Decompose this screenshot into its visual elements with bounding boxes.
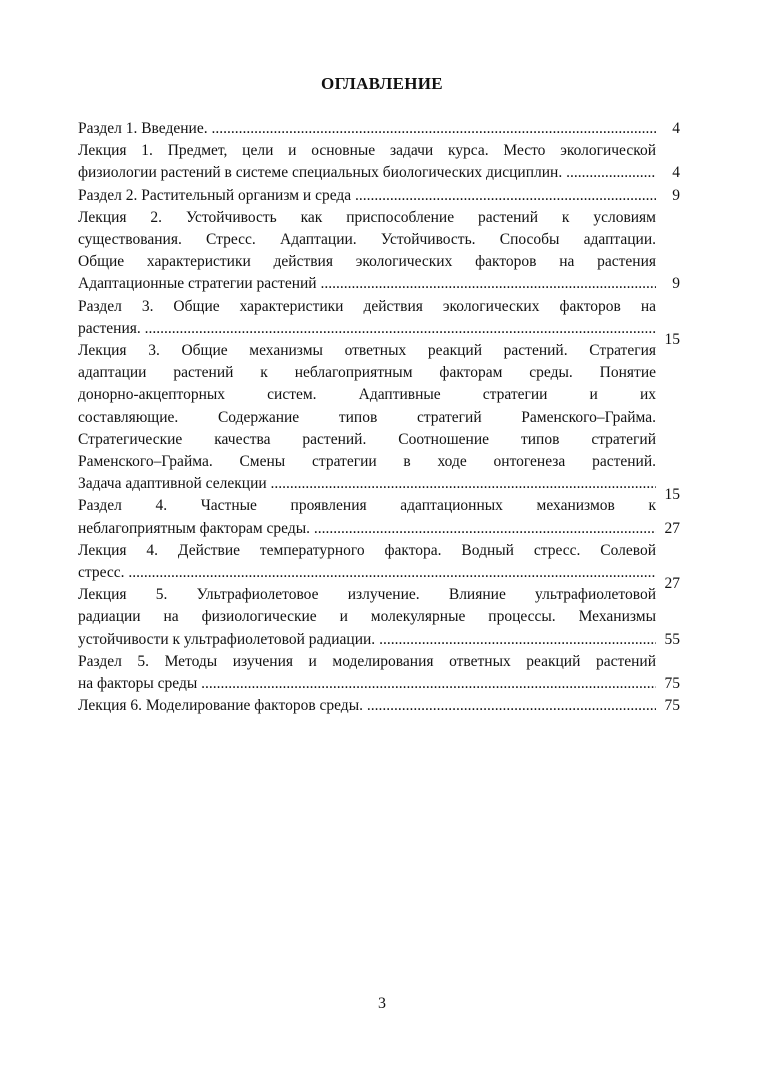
- toc-entry[interactable]: [78, 584, 680, 651]
- toc-entry[interactable]: [78, 185, 680, 207]
- toc-entry[interactable]: [78, 651, 680, 695]
- toc-entry-leader-line: растения. .....: [78, 318, 656, 340]
- toc-entry-text: [78, 495, 656, 539]
- toc-entry-page-number: 9: [672, 186, 680, 204]
- toc-entry-text: [78, 185, 656, 207]
- toc-entry-line: Лекция 4. Действие температурного фактора. Водный стресс. Солевой: [78, 541, 656, 559]
- toc-entry-line: Лекция 5. Ультрафиолетовое излучение. Влияние ультрафиолетовой: [78, 586, 656, 604]
- toc-entry-page-number: 75: [664, 697, 680, 715]
- toc-entry[interactable]: [78, 140, 680, 184]
- toc-entry-page-number: 15: [664, 486, 680, 504]
- toc-entry-leader-line: Раздел 2. Растительный организм и среда .....: [78, 185, 656, 207]
- toc-entry-page-number: 15: [664, 330, 680, 348]
- toc-entry-leader-line: Задача адаптивной селекции .....: [78, 473, 656, 495]
- toc-entry-text: [78, 296, 656, 340]
- toc-entry-line: донорно-акцепторных систем. Адаптивные стратегии и их: [78, 386, 656, 404]
- toc-entry-leader-line: неблагоприятным факторам среды. .....: [78, 518, 656, 540]
- toc-entry-line: Лекция 3. Общие механизмы ответных реакций растений. Стратегия: [78, 342, 656, 360]
- toc-entry[interactable]: [78, 296, 680, 348]
- toc-entry-text: [78, 540, 656, 584]
- toc-entry-leader-line: устойчивости к ультрафиолетовой радиации. .....: [78, 629, 656, 651]
- toc-entry-text: [78, 340, 656, 495]
- toc-entry-text: [78, 207, 656, 296]
- toc-entry-line: Лекция 2. Устойчивость как приспособление растений к условиям: [78, 208, 656, 226]
- toc-entry[interactable]: [78, 695, 680, 717]
- toc-entry[interactable]: [78, 118, 680, 140]
- toc-entry-line: существования. Стресс. Адаптации. Устойчивость. Способы адаптации.: [78, 231, 656, 249]
- toc-entry-leader-line: Лекция 6. Моделирование факторов среды. .....: [78, 695, 656, 717]
- toc-entry-text: [78, 140, 656, 184]
- toc-entry-page-number: 27: [664, 519, 680, 537]
- toc-entry-line: Стратегические качества растений. Соотношение типов стратегий: [78, 430, 656, 448]
- toc-entry-line: Общие характеристики действия экологических факторов на растения: [78, 253, 656, 271]
- toc-entry-text: [78, 118, 656, 140]
- toc-entry-text: [78, 651, 656, 695]
- toc-entry[interactable]: [78, 340, 680, 504]
- toc-entry-line: адаптации растений к неблагоприятным факторам среды. Понятие: [78, 364, 656, 382]
- toc-entry-leader-line: Раздел 1. Введение. .....: [78, 118, 656, 140]
- toc-entry-text: [78, 695, 656, 717]
- toc-entry-line: Раменского–Грайма. Смены стратегии в ходе онтогенеза растений.: [78, 453, 656, 471]
- toc-entry-page-number: 4: [672, 164, 680, 182]
- toc-entry[interactable]: [78, 495, 680, 539]
- toc-entry-line: радиации на физиологические и молекулярные процессы. Механизмы: [78, 608, 656, 626]
- toc-entry-text: [78, 584, 656, 651]
- toc-entry-leader-line: физиологии растений в системе специальных биологических дисциплин. .....: [78, 162, 656, 184]
- toc-entry-leader-line: на факторы среды .....: [78, 673, 656, 695]
- toc-entry-page-number: 27: [664, 575, 680, 593]
- toc-entry-leader-line: Адаптационные стратегии растений .....: [78, 273, 656, 295]
- page-title: ОГЛАВЛЕНИЕ: [321, 74, 443, 93]
- toc-entry-line: Раздел 5. Методы изучения и моделирования ответных реакций растений: [78, 652, 656, 670]
- toc-entry-line: Лекция 1. Предмет, цели и основные задачи курса. Место экологической: [78, 142, 656, 160]
- toc-entry-line: Раздел 4. Частные проявления адаптационных механизмов к: [78, 497, 656, 515]
- toc-entry-page-number: 55: [664, 630, 680, 648]
- toc-entry-page-number: 9: [672, 275, 680, 293]
- toc-entry-page-number: 4: [672, 120, 680, 137]
- table-of-contents: [78, 118, 680, 717]
- toc-entry-line: составляющие. Содержание типов стратегий Раменского–Грайма.: [78, 408, 656, 426]
- toc-entry-line: Раздел 3. Общие характеристики действия экологических факторов на: [78, 297, 656, 315]
- toc-entry[interactable]: [78, 540, 680, 593]
- toc-entry[interactable]: [78, 207, 680, 296]
- toc-entry-leader-line: стресс. .....: [78, 562, 656, 584]
- page-number: 3: [378, 995, 386, 1012]
- toc-entry-page-number: 75: [664, 675, 680, 693]
